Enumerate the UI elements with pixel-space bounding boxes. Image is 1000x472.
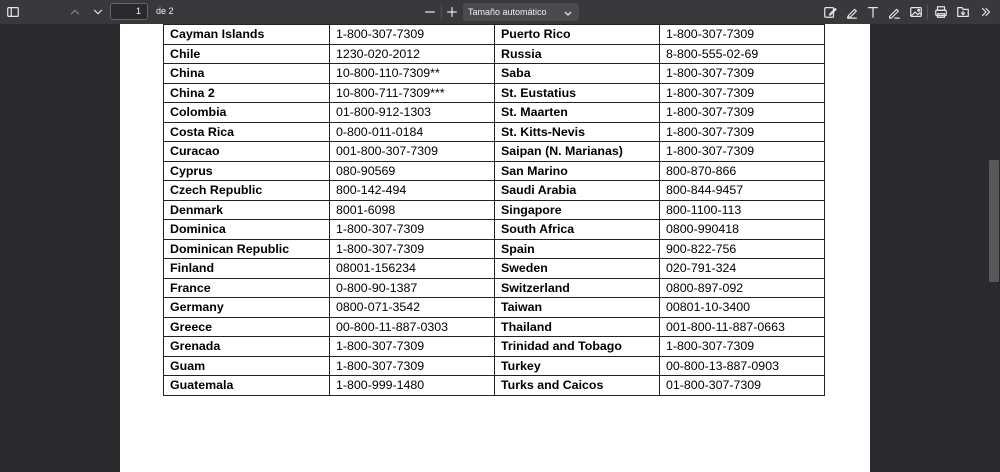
phone-number-cell: 0800-897-092 (660, 278, 825, 298)
country-cell: Curacao (164, 142, 330, 162)
phone-number-cell: 00-800-13-887-0903 (660, 356, 825, 376)
country-cell: Chile (164, 44, 330, 64)
pdf-toolbar (0, 0, 1000, 24)
zoom-out-button[interactable] (421, 3, 439, 21)
country-cell: Saba (495, 64, 660, 84)
country-cell: France (164, 278, 330, 298)
table-row (164, 103, 825, 123)
phone-number-cell: 800-870-866 (660, 161, 825, 181)
country-cell: Grenada (164, 337, 330, 357)
country-cell: St. Maarten (495, 103, 660, 123)
table-row (164, 83, 825, 103)
phone-number-cell: 1230-020-2012 (330, 44, 495, 64)
draw-icon[interactable] (885, 3, 903, 21)
chevron-down-icon (563, 7, 573, 17)
phone-number-cell: 1-800-307-7309 (660, 337, 825, 357)
previous-page-button[interactable] (66, 3, 84, 21)
country-cell: Dominica (164, 220, 330, 240)
phone-number-cell: 10-800-711-7309*** (330, 83, 495, 103)
phone-number-cell: 08001-156234 (330, 259, 495, 279)
table-row (164, 317, 825, 337)
phone-number-cell: 01-800-912-1303 (330, 103, 495, 123)
image-icon[interactable] (907, 3, 925, 21)
phone-number-cell: 800-1100-113 (660, 200, 825, 220)
phone-number-cell: 800-844-9457 (660, 181, 825, 201)
phone-number-cell: 001-800-11-887-0663 (660, 317, 825, 337)
sidebar-toggle-icon[interactable] (4, 3, 22, 21)
zoom-select[interactable] (463, 3, 579, 21)
phone-number-cell: 1-800-307-7309 (330, 239, 495, 259)
phone-number-cell: 080-90569 (330, 161, 495, 181)
phone-number-cell: 1-800-307-7309 (660, 25, 825, 45)
country-cell: Turks and Caicos (495, 376, 660, 396)
country-cell: Switzerland (495, 278, 660, 298)
country-cell: Costa Rica (164, 122, 330, 142)
table-row (164, 239, 825, 259)
next-page-button[interactable] (89, 3, 107, 21)
save-icon[interactable] (954, 3, 972, 21)
table-row (164, 200, 825, 220)
country-cell: St. Kitts-Nevis (495, 122, 660, 142)
phone-number-cell: 1-800-307-7309 (660, 64, 825, 84)
country-cell: Germany (164, 298, 330, 318)
phone-number-cell: 01-800-307-7309 (660, 376, 825, 396)
country-cell: Russia (495, 44, 660, 64)
country-cell: Spain (495, 239, 660, 259)
table-row (164, 122, 825, 142)
phone-number-cell: 1-800-307-7309 (330, 220, 495, 240)
country-cell: Guam (164, 356, 330, 376)
country-cell: Dominican Republic (164, 239, 330, 259)
country-cell: Taiwan (495, 298, 660, 318)
country-cell: Saipan (N. Marianas) (495, 142, 660, 162)
country-cell: Denmark (164, 200, 330, 220)
toolbar-divider (927, 5, 928, 19)
phone-number-cell: 8001-6098 (330, 200, 495, 220)
table-row (164, 64, 825, 84)
scrollbar-thumb[interactable] (989, 160, 999, 282)
phone-number-table (163, 24, 825, 396)
country-cell: Czech Republic (164, 181, 330, 201)
country-cell: Saudi Arabia (495, 181, 660, 201)
country-cell: Singapore (495, 200, 660, 220)
country-cell: Greece (164, 317, 330, 337)
country-cell: China 2 (164, 83, 330, 103)
phone-number-cell: 900-822-756 (660, 239, 825, 259)
phone-number-cell: 020-791-324 (660, 259, 825, 279)
phone-number-cell: 0800-990418 (660, 220, 825, 240)
table-row (164, 142, 825, 162)
phone-number-cell: 10-800-110-7309** (330, 64, 495, 84)
table-row (164, 278, 825, 298)
table-row (164, 298, 825, 318)
phone-number-cell: 1-800-307-7309 (330, 337, 495, 357)
phone-number-cell: 1-800-307-7309 (660, 103, 825, 123)
country-cell: Sweden (495, 259, 660, 279)
phone-number-cell: 1-800-307-7309 (660, 83, 825, 103)
highlight-icon[interactable] (843, 3, 861, 21)
table-row (164, 25, 825, 45)
phone-number-cell: 1-800-307-7309 (660, 142, 825, 162)
table-row (164, 181, 825, 201)
edit-page-icon[interactable] (821, 3, 839, 21)
toolbar-divider (441, 5, 442, 19)
phone-number-cell: 8-800-555-02-69 (660, 44, 825, 64)
table-row (164, 220, 825, 240)
phone-number-cell: 1-800-307-7309 (330, 356, 495, 376)
text-icon[interactable] (864, 3, 882, 21)
phone-number-cell: 0-800-011-0184 (330, 122, 495, 142)
country-cell: Turkey (495, 356, 660, 376)
phone-number-cell: 1-800-307-7309 (330, 25, 495, 45)
phone-number-cell: 001-800-307-7309 (330, 142, 495, 162)
phone-number-cell: 800-142-494 (330, 181, 495, 201)
country-cell: Puerto Rico (495, 25, 660, 45)
country-cell: Trinidad and Tobago (495, 337, 660, 357)
country-cell: China (164, 64, 330, 84)
country-cell: San Marino (495, 161, 660, 181)
table-row (164, 356, 825, 376)
vertical-scrollbar[interactable] (988, 24, 1000, 472)
phone-number-cell: 1-800-307-7309 (660, 122, 825, 142)
more-tools-icon[interactable] (977, 3, 995, 21)
country-cell: Guatemala (164, 376, 330, 396)
page-number-input[interactable]: 1 (110, 3, 148, 20)
country-cell: Finland (164, 259, 330, 279)
table-row (164, 376, 825, 396)
zoom-in-button[interactable] (443, 3, 461, 21)
country-cell: South Africa (495, 220, 660, 240)
zoom-select-label: Tamaño automático (468, 7, 547, 17)
table-row (164, 44, 825, 64)
country-cell: Cyprus (164, 161, 330, 181)
table-row (164, 161, 825, 181)
country-cell: Thailand (495, 317, 660, 337)
print-icon[interactable] (932, 3, 950, 21)
phone-number-cell: 1-800-999-1480 (330, 376, 495, 396)
phone-number-cell: 0800-071-3542 (330, 298, 495, 318)
table-row (164, 337, 825, 357)
phone-number-cell: 00-800-11-887-0303 (330, 317, 495, 337)
country-cell: St. Eustatius (495, 83, 660, 103)
table-row (164, 259, 825, 279)
phone-number-cell: 0-800-90-1387 (330, 278, 495, 298)
country-cell: Colombia (164, 103, 330, 123)
country-cell: Cayman Islands (164, 25, 330, 45)
page-count-label: de 2 (156, 6, 174, 16)
phone-number-cell: 00801-10-3400 (660, 298, 825, 318)
